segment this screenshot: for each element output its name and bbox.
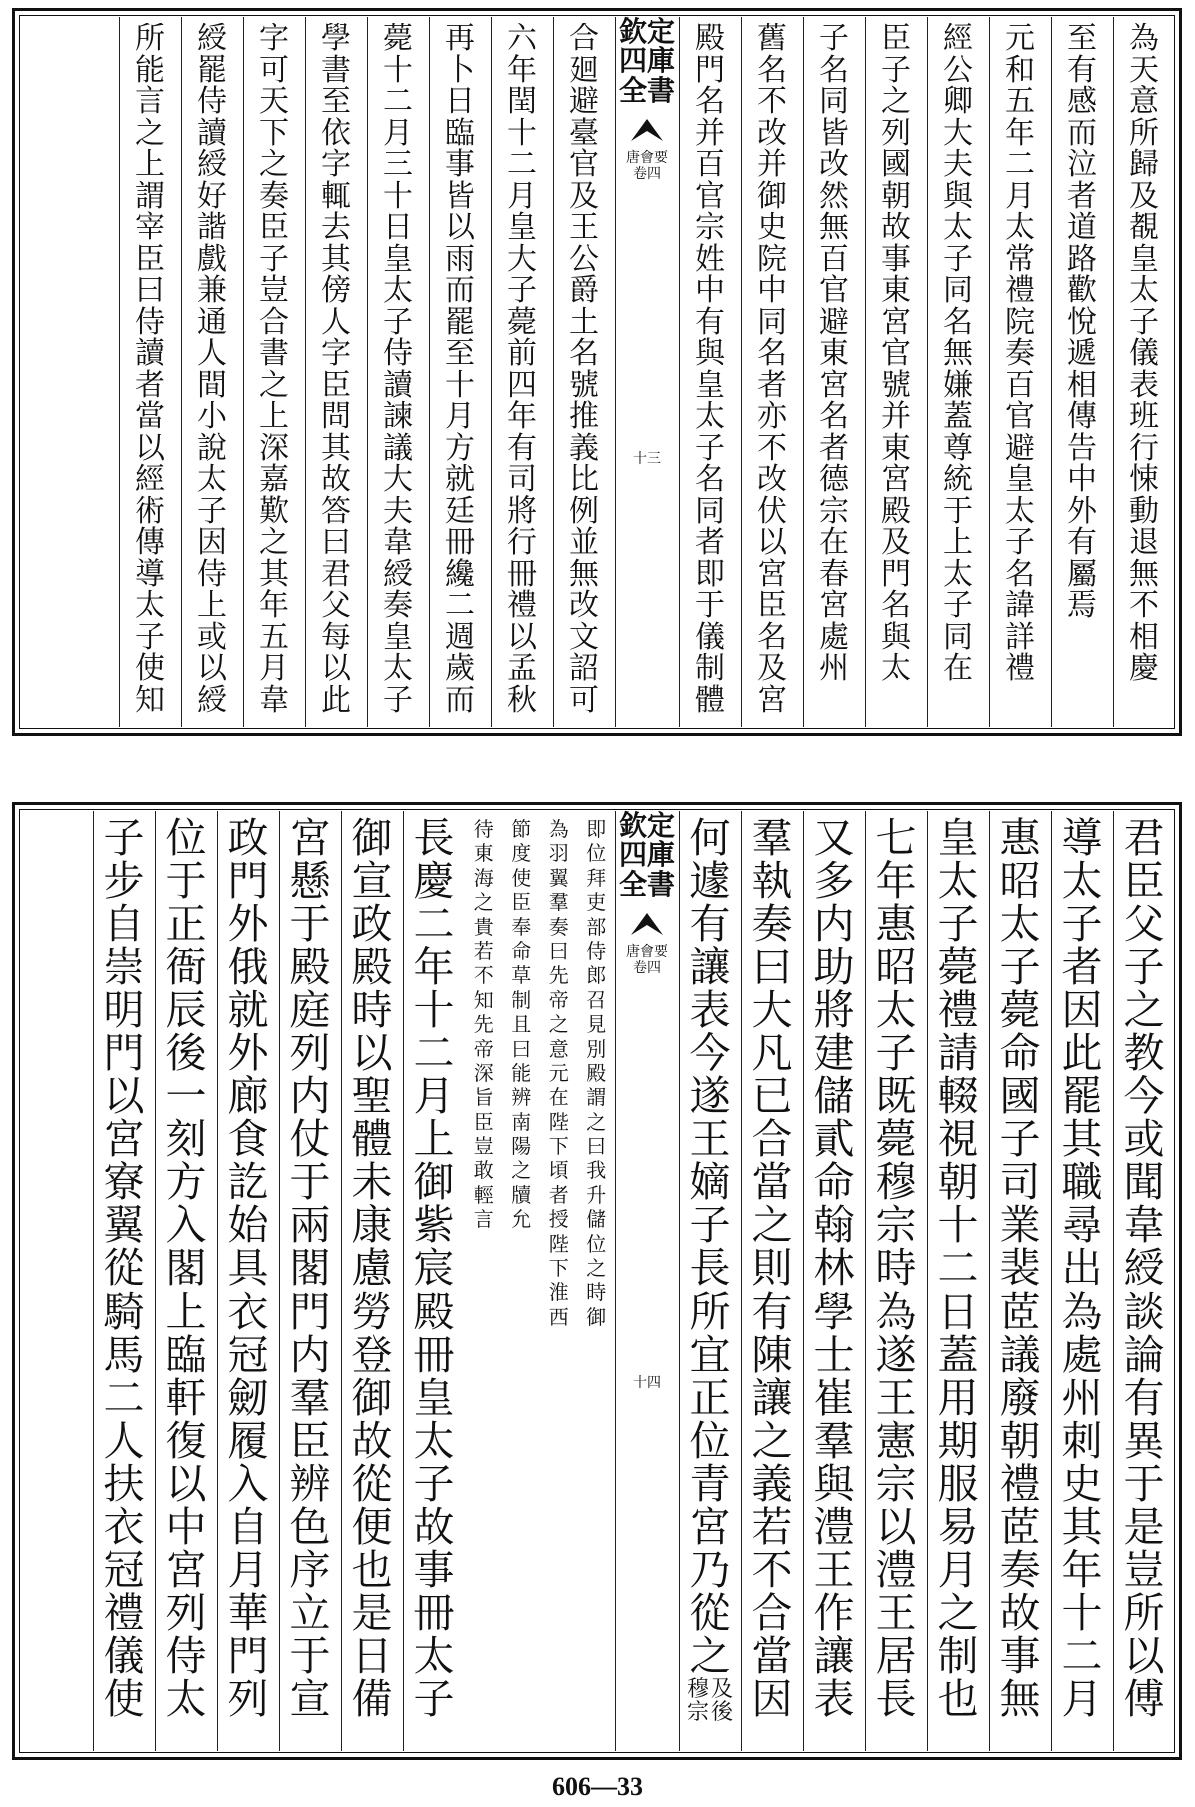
column-rule <box>679 17 680 727</box>
text-column: 又 多 内 助 將 建 儲 貳 命 翰 林 學 士 崔 羣 與 澧 王 作 讓 表 <box>813 817 855 1723</box>
text-column: 長 慶 二 年 十 二 月 上 御 紫 宸 殿 冊 皇 太 子 故 事 冊 太 子 <box>413 817 455 1723</box>
text-column: 薨 十 二 月 三 十 日 皇 太 子 侍 讀 諫 議 大 夫 韋 綬 奏 皇 太 子 <box>383 23 413 718</box>
page-number-footer: 606—33 <box>552 1772 643 1801</box>
column-rule <box>491 17 492 727</box>
fish-tail-mark-icon <box>629 113 665 143</box>
column-rule <box>927 811 928 1751</box>
volume-label: 卷四 <box>633 959 661 976</box>
column-rule <box>367 17 368 727</box>
book-title: 欽定四庫全書 <box>618 15 676 107</box>
interlinear-note: 及 後 穆 宗 <box>686 1676 734 1726</box>
text-column: 字 可 天 下 之 奏 臣 子 豈 合 書 之 上 深 嘉 歎 之 其 年 五 月 韋 <box>259 23 289 718</box>
column-rule <box>429 17 430 727</box>
text-column: 殿 門 名 并 百 官 宗 姓 中 有 與 皇 太 子 名 同 者 即 于 儀 制 體 <box>695 23 725 718</box>
column-rule <box>803 811 804 1751</box>
text-column: 何 遽 有 讓 表 今 遂 王 嫡 子 長 所 宜 正 位 青 宮 乃 從 之 及 後 穆 宗 <box>686 817 734 1726</box>
top-page-panel <box>12 8 1182 736</box>
column-rule <box>865 811 866 1751</box>
text-column: 皇 太 子 薨 禮 請 輟 視 朝 十 二 日 蓋 用 期 服 易 月 之 制 也 <box>937 817 979 1723</box>
text-column: 位 于 正 衙 辰 後 一 刻 方 入 閣 上 臨 軒 復 以 中 宮 列 侍 太 <box>165 817 207 1723</box>
column-rule <box>865 17 866 727</box>
book-title: 欽定四庫全書 <box>618 809 676 901</box>
center-column <box>615 17 679 727</box>
text-column: 惠 昭 太 子 薨 命 國 子 司 業 裴 茝 議 廢 朝 禮 茝 奏 故 事 無 <box>999 817 1041 1723</box>
text-column: 經 公 卿 大 夫 與 太 子 同 名 無 嫌 蓋 尊 統 于 上 太 子 同 在 <box>943 23 973 686</box>
text-column: 七 年 惠 昭 太 子 既 薨 穆 宗 時 為 遂 王 憲 宗 以 澧 王 居 長 <box>875 817 917 1723</box>
column-rule <box>615 17 616 727</box>
column-rule <box>217 811 218 1751</box>
commentary-column: 為 羽 翼 羣 奏 曰 先 帝 之 意 元 在 陛 下 頃 者 授 陛 下 淮 西 <box>548 817 569 1329</box>
text-column: 所 能 言 之 上 謂 宰 臣 曰 侍 讀 者 當 以 經 術 傳 導 太 子 使 知 <box>135 23 165 718</box>
column-rule <box>1051 17 1052 727</box>
text-column: 舊 名 不 改 并 御 史 院 中 同 名 者 亦 不 改 伏 以 宮 臣 名 及 宮 <box>757 23 787 718</box>
text-column: 羣 執 奏 曰 大 凡 已 合 當 之 則 有 陳 讓 之 義 若 不 合 當 因 <box>751 817 793 1723</box>
text-column: 至 有 感 而 泣 者 道 路 歡 悅 遞 相 傳 告 中 外 有 屬 焉 <box>1067 23 1097 623</box>
column-rule <box>279 811 280 1751</box>
volume-label: 卷四 <box>633 165 661 182</box>
column-rule <box>679 811 680 1751</box>
text-column: 學 書 至 依 字 輒 去 其 傍 人 字 臣 問 其 故 答 曰 君 父 每 以 此 <box>321 23 351 718</box>
column-rule <box>553 17 554 727</box>
column-rule <box>741 811 742 1751</box>
text-column: 宮 懸 于 殿 庭 列 内 仗 于 兩 閣 門 内 羣 臣 辨 色 序 立 于 宣 <box>289 817 331 1723</box>
text-column: 再 卜 日 臨 事 皆 以 雨 而 罷 至 十 月 方 就 廷 冊 纔 二 週 歲 而 <box>445 23 475 718</box>
column-rule <box>1051 811 1052 1751</box>
column-rule <box>243 17 244 727</box>
source-title: 唐會要 <box>626 944 668 961</box>
text-column: 為 天 意 所 歸 及 覩 皇 太 子 儀 表 班 行 悚 動 退 無 不 相 慶 <box>1129 23 1159 686</box>
leaf-number: 十四 <box>633 1374 661 1391</box>
column-rule <box>341 811 342 1751</box>
fish-tail-mark-icon <box>629 907 665 937</box>
leaf-number: 十三 <box>633 450 661 467</box>
column-rule <box>741 17 742 727</box>
text-column: 六 年 閏 十 二 月 皇 大 子 薨 前 四 年 有 司 將 行 冊 禮 以 孟 秋 <box>507 23 537 718</box>
column-rule <box>927 17 928 727</box>
source-title: 唐會要 <box>626 150 668 167</box>
text-column: 子 步 自 崇 明 門 以 宮 寮 翼 從 騎 馬 二 人 扶 衣 冠 禮 儀 使 <box>103 817 145 1723</box>
text-column: 綬 罷 侍 讀 綬 好 諧 戲 兼 通 人 間 小 說 太 子 因 侍 上 或 以 綬 <box>197 23 227 718</box>
column-rule <box>93 811 94 1751</box>
text-column: 政 門 外 俄 就 外 廊 食 訖 始 具 衣 冠 劒 履 入 自 月 華 門 列 <box>227 817 269 1723</box>
column-rule <box>615 811 616 1751</box>
text-column: 子 名 同 皆 改 然 無 百 官 避 東 宮 名 者 德 宗 在 春 宮 處 州 <box>819 23 849 686</box>
text-column: 御 宣 政 殿 時 以 聖 體 未 康 慮 勞 登 御 故 從 便 也 是 日 備 <box>351 817 393 1723</box>
text-column: 導 太 子 者 因 此 罷 其 職 尋 出 為 處 州 刺 史 其 年 十 二 月 <box>1061 817 1103 1723</box>
column-rule <box>1113 17 1114 727</box>
bottom-page-panel <box>12 802 1182 1760</box>
column-rule <box>305 17 306 727</box>
column-rule <box>403 811 404 1751</box>
commentary-column: 待 東 海 之 貴 若 不 知 先 帝 深 旨 臣 豈 敢 輕 言 <box>473 817 494 1232</box>
commentary-column: 即 位 拜 吏 部 侍 郎 召 見 別 殿 謂 之 曰 我 升 儲 位 之 時 御 <box>586 817 607 1329</box>
commentary-block <box>465 805 615 1757</box>
center-column <box>615 811 679 1751</box>
text-column: 合 廻 避 臺 官 及 王 公 爵 土 名 號 推 義 比 例 並 無 改 文 詔 可 <box>569 23 599 718</box>
text-column: 君 臣 父 子 之 教 今 或 聞 韋 綬 談 論 有 異 于 是 豈 所 以 傅 <box>1123 817 1165 1723</box>
column-rule <box>989 811 990 1751</box>
column-rule <box>181 17 182 727</box>
text-column: 臣 子 之 列 國 朝 故 事 東 宮 官 號 并 東 宮 殿 及 門 名 與 太 <box>881 23 911 686</box>
column-rule <box>119 17 120 727</box>
column-rule <box>155 811 156 1751</box>
column-rule <box>1113 811 1114 1751</box>
column-rule <box>989 17 990 727</box>
text-column: 元 和 五 年 二 月 太 常 禮 院 奏 百 官 避 皇 太 子 名 諱 詳 禮 <box>1005 23 1035 686</box>
commentary-column: 節 度 使 臣 奉 命 草 制 且 曰 能 辨 南 陽 之 牘 允 <box>511 817 532 1232</box>
column-rule <box>803 17 804 727</box>
